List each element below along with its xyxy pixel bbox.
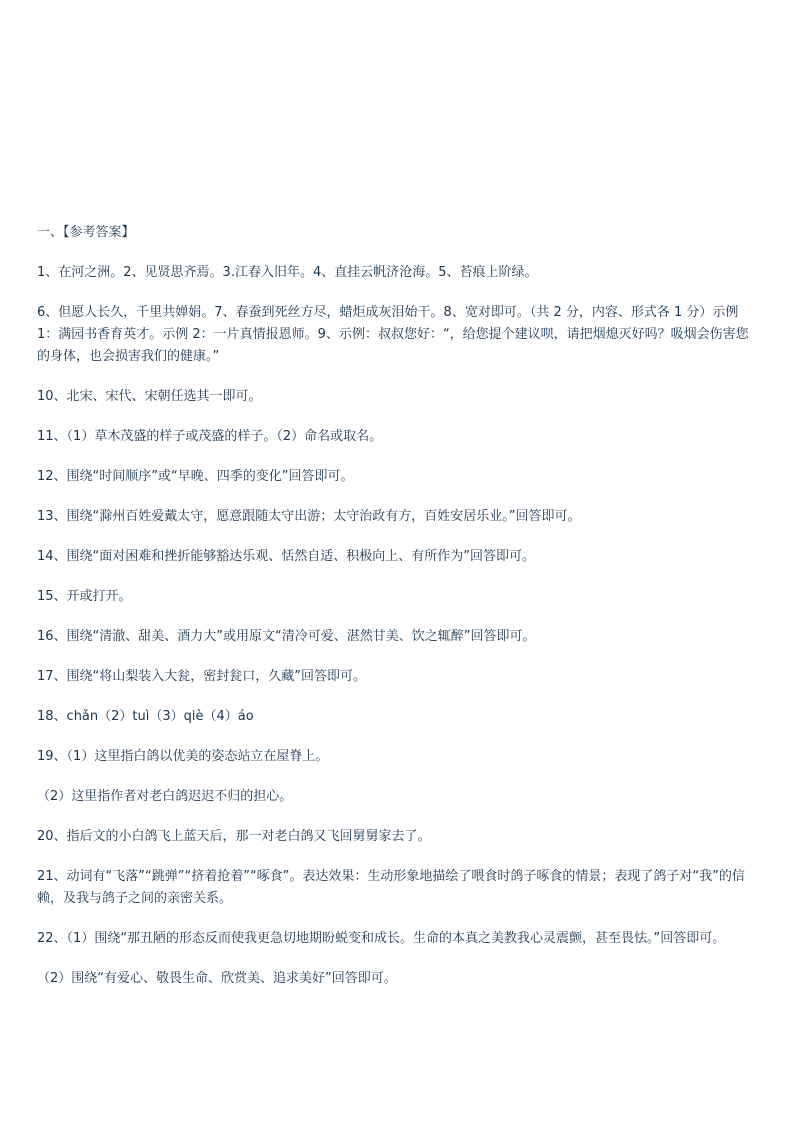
answer-document — [37, 222, 757, 1008]
answer-paragraph-21: 21、动词有“飞落”“跳弹”“挤着抢着”“啄食”。表达效果：生动形象地描绘了喂食时鸽子啄食的情景；表现了鸽子对“我”的信赖，及我与鸽子之间的亲密关系。 — [37, 869, 745, 906]
answer-paragraph-12: 12、围绕“时间顺序”或“早晚、四季的变化”回答即可。 — [37, 469, 354, 484]
answer-paragraph-22-2: （2）围绕“有爱心、敬畏生命、欣赏美、追求美好”回答即可。 — [37, 971, 397, 986]
answer-paragraph-10: 10、北宋、宋代、宋朝任选其一即可。 — [37, 389, 262, 404]
answer-paragraph-22-1: 22、（1）围绕“那丑陋的形态反而使我更急切地期盼蜕变和成长。生命的本真之美教我心灵震颤，甚至畏怯。”回答即可。 — [37, 931, 726, 946]
answer-paragraph-11: 11、（1）草木茂盛的样子或茂盛的样子。（2）命名或取名。 — [37, 429, 383, 444]
answer-paragraph-19-1: 19、（1）这里指白鸽以优美的姿态站立在屋脊上。 — [37, 749, 329, 764]
answer-paragraph-16: 16、围绕“清澈、甜美、酒力大”或用原文“清冷可爱、湛然甘美、饮之辄醉”回答即可。 — [37, 629, 536, 644]
answer-paragraph-15: 15、开或打开。 — [37, 589, 132, 604]
answer-paragraph-6-9: 6、但愿人长久，千里共婵娟。7、春蚕到死丝方尽，蜡炬成灰泪始干。8、宽对即可。（共 2 分，内容、形式各 1 分）示例 1：满园书香育英才。示例 2：一片真情报恩师。9、示例：叔叔您好：“，给您提个建议呗，请把烟熄灭好吗？吸烟会伤害您的身体，也会损害我们的健康。” — [37, 305, 749, 364]
answer-paragraph-1-5: 1、在河之洲。2、见贤思齐焉。3.江春入旧年。4、直挂云帆济沧海。5、苔痕上阶绿。 — [37, 265, 538, 280]
answer-paragraph-19-2: （2）这里指作者对老白鸽迟迟不归的担心。 — [37, 789, 293, 804]
answer-paragraph-18: 18、chǎn（2）tuì（3）qiè（4）áo — [37, 709, 254, 724]
section-title: 一、【参考答案】 — [37, 225, 135, 240]
answer-paragraph-17: 17、围绕“将山梨装入大瓮，密封瓮口，久藏”回答即可。 — [37, 669, 367, 684]
answer-paragraph-14: 14、围绕“面对困难和挫折能够豁达乐观、恬然自适、积极向上、有所作为”回答即可。 — [37, 549, 536, 564]
answer-paragraph-13: 13、围绕“滁州百姓爱戴太守，愿意跟随太守出游；太守治政有方，百姓安居乐业。”回答即可。 — [37, 509, 581, 524]
answer-paragraph-20: 20、指后文的小白鸽飞上蓝天后，那一对老白鸽又飞回舅舅家去了。 — [37, 829, 431, 844]
